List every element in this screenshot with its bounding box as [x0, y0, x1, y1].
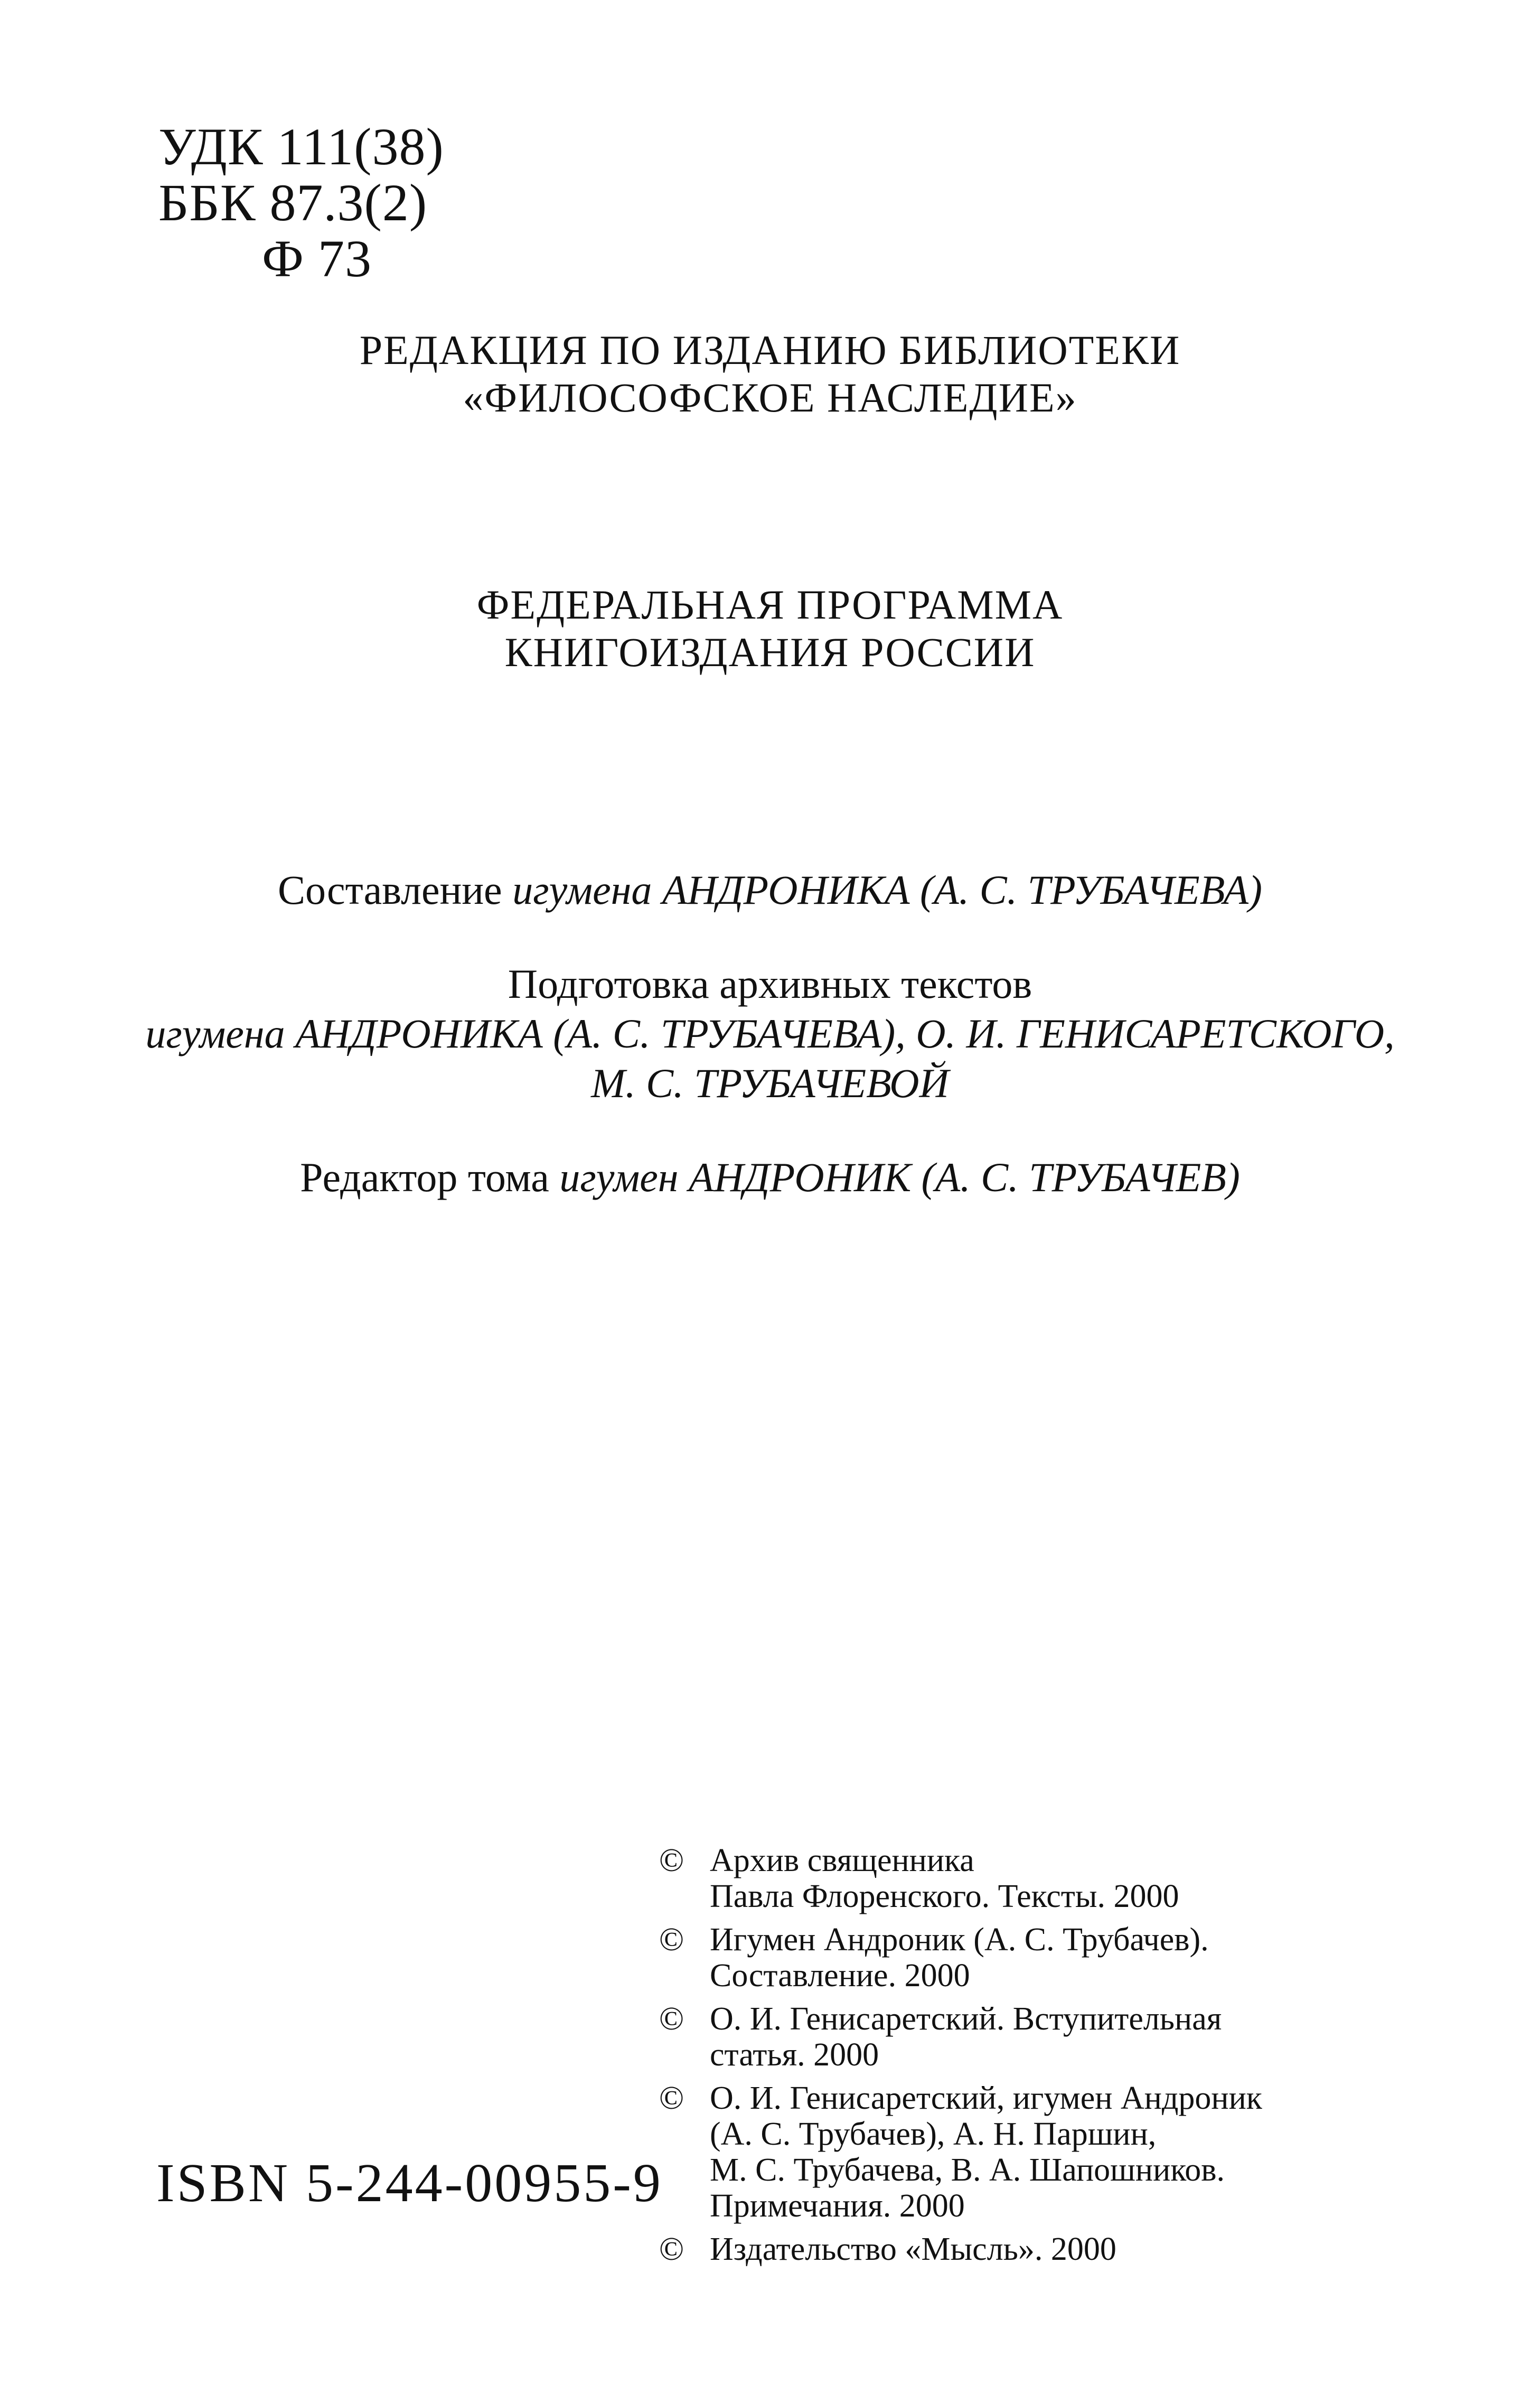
- copyright-item: [659, 1922, 1483, 1994]
- editor-credit: [0, 1154, 1540, 1201]
- copyright-block: [659, 1843, 1483, 2275]
- copyright-symbol: ©: [659, 1922, 684, 1958]
- author-mark: Ф 73: [262, 229, 372, 288]
- copyright-symbol: ©: [659, 2001, 684, 2037]
- preparation-credit-line-2: [0, 1010, 1540, 1058]
- editorial-line-1: РЕДАКЦИЯ ПО ИЗДАНИЮ БИБЛИОТЕКИ: [359, 327, 1181, 373]
- copyright-symbol: ©: [659, 2231, 684, 2267]
- isbn: ISBN 5-244-00955-9: [156, 2153, 663, 2213]
- compilation-title: игумена: [512, 867, 652, 913]
- copyright-line: О. И. Генисаретский, игумен Андроник: [710, 2080, 1262, 2116]
- compilation-credit: [0, 866, 1540, 914]
- copyright-line: (А. С. Трубачев), А. Н. Паршин,: [710, 2116, 1157, 2152]
- copyright-line: М. С. Трубачева, В. А. Шапошников.: [710, 2152, 1225, 2188]
- copyright-item: [659, 2080, 1483, 2224]
- copyright-item: [659, 2231, 1483, 2267]
- copyright-line: Архив священника: [710, 1843, 974, 1878]
- udk-code: УДК 111(38): [158, 117, 444, 176]
- editor-name: АНДРОНИК (А. С. ТРУБАЧЕВ): [689, 1154, 1240, 1200]
- copyright-line: О. И. Генисаретский. Вступительная: [710, 2001, 1222, 2037]
- copyright-item: [659, 1843, 1483, 1914]
- editor-label: Редактор тома: [300, 1154, 549, 1200]
- copyright-line: статья. 2000: [710, 2037, 879, 2073]
- copyright-line: Павла Флоренского. Тексты. 2000: [710, 1878, 1179, 1914]
- bbk-code: ББК 87.3(2): [158, 173, 428, 232]
- program-line-1: ФЕДЕРАЛЬНАЯ ПРОГРАММА: [476, 582, 1064, 628]
- copyright-symbol: ©: [659, 1843, 684, 1878]
- preparation-names-2: М. С. ТРУБАЧЕВОЙ: [591, 1060, 949, 1106]
- editorial-line-2: «ФИЛОСОФСКОЕ НАСЛЕДИЕ»: [463, 375, 1077, 420]
- program-line-2: КНИГОИЗДАНИЯ РОССИИ: [504, 629, 1036, 675]
- preparation-title: игумена: [145, 1011, 285, 1056]
- editor-title: игумен: [559, 1154, 679, 1200]
- compilation-label: Составление: [277, 867, 502, 913]
- copyright-line: Составление. 2000: [710, 1958, 970, 1994]
- preparation-credit-line-3: [0, 1060, 1540, 1107]
- copyright-line: Примечания. 2000: [710, 2188, 965, 2224]
- copyright-line: Игумен Андроник (А. С. Трубачев).: [710, 1922, 1209, 1958]
- copyright-symbol: ©: [659, 2080, 684, 2116]
- copyright-item: [659, 2001, 1483, 2073]
- preparation-label: Подготовка архивных текстов: [508, 961, 1032, 1007]
- copyright-line: Издательство «Мысль». 2000: [710, 2231, 1116, 2267]
- compilation-name: АНДРОНИКА (А. С. ТРУБАЧЕВА): [662, 867, 1262, 913]
- preparation-names: АНДРОНИКА (А. С. ТРУБАЧЕВА), О. И. ГЕНИСАРЕТСКОГО,: [295, 1011, 1395, 1056]
